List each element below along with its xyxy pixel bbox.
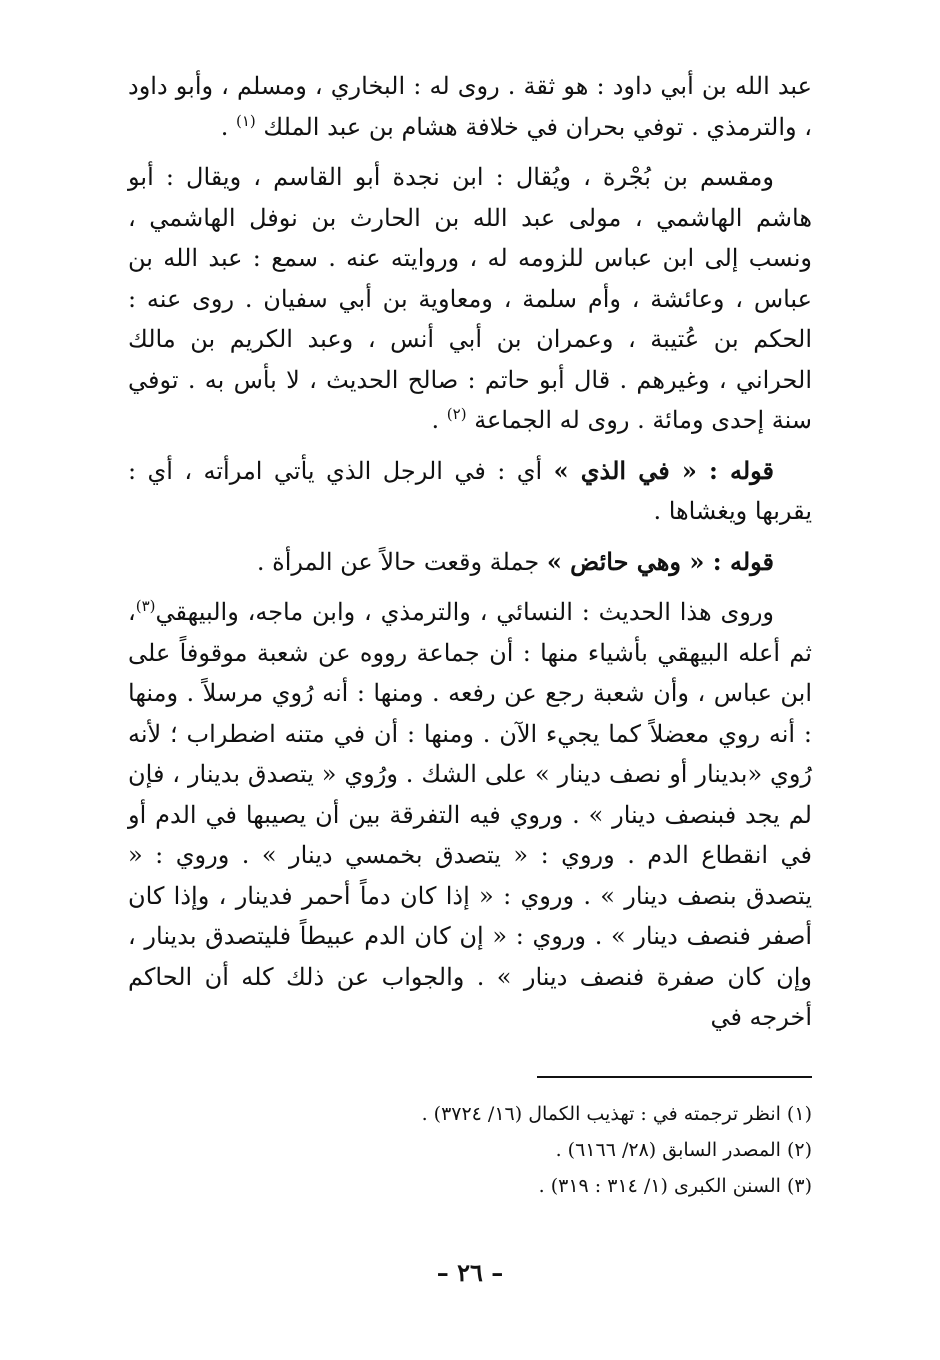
paragraph-5 [128, 592, 812, 1038]
paragraph-3-text: أي : في الرجل الذي يأتي امرأته ، أي : يقربها ويغشاها . [128, 456, 812, 525]
paragraph-5-text-2: ، ثم أعله البيهقي بأشياء منها : أن جماعة رووه عن شعبة موقوفاً على ابن عباس ، وأن شعبة رجع عن رفعه . ومنها : أنه رُوي مرسلاً . ومنها : أنه روي معضلاً كما يجيء الآن . ومنها : أن في متنه اضطراب ؛ لأنه رُوي «بدينار أو نصف دينار » على الشك . ورُوي « يتصدق بدينار ، فإن لم يجد فبنصف دينار » . وروي فيه التفرقة بين أن يصيبها في الدم أو في انقطاع الدم . وروي : « يتصدق بخمسي دينار » . وروي : « يتصدق بنصف دينار » . وروي : « إذا كان دماً أحمر فدينار ، وإذا كان أصفر فنصف دينار » . وروي : « إن كان الدم عبيطاً فليتصدق بدينار ، وإن كان صفرة فنصف دينار » . والجواب عن ذلك كله أن الحاكم أخرجه في [128, 598, 812, 1031]
paragraph-1 [128, 66, 812, 147]
paragraph-3 [128, 451, 812, 532]
paragraph-2-text: ومقسم بن بُجْرة ، ويُقال : ابن نجدة أبو القاسم ، ويقال : أبو هاشم الهاشمي ، مولى عبد الله بن الحارث بن نوفل الهاشمي ، ونسب إلى ابن عباس للزومه له ، وروايته عنه . سمع : عبد الله بن عباس ، وعائشة ، وأم سلمة ، ومعاوية بن أبي سفيان . روى عنه : الحكم بن عُتيبة ، وعمران بن أبي أنس ، وعبد الكريم بن مالك الحراني ، وغيرهم . قال أبو حاتم : صالح الحديث ، لا بأس به . توفي سنة إحدى ومائة . روى له الجماعة [128, 163, 813, 434]
paragraph-2-end: . [431, 406, 447, 434]
paragraph-5-text-1: وروى هذا الحديث : النسائي ، والترمذي ، وابن ماجه، والبيهقي [155, 598, 774, 626]
paragraph-1-end: . [220, 112, 236, 141]
paragraph-1-text: عبد الله بن أبي داود : هو ثقة . روى له : البخاري ، ومسلم ، وأبو داود ، والترمذي . توفي بحران في خلافة هشام بن عبد الملك [128, 72, 812, 141]
footnotes [128, 1096, 812, 1204]
page-number: – ٢٦ – [436, 1258, 504, 1287]
paragraph-4-lead: قوله : « وهي حائض » [546, 546, 774, 576]
paragraph-4 [128, 542, 812, 583]
main-text [128, 66, 812, 1048]
footnote-marker-3: (٣) [135, 597, 156, 615]
footnote-marker-2: (٢) [446, 405, 467, 423]
footnote-marker-1: (١) [236, 111, 256, 130]
footnote-2: (٢) المصدر السابق (٢٨/ ٦١٦٦) . [555, 1139, 812, 1161]
paragraph-4-text: جملة وقعت حالاً عن المرأة . [256, 547, 547, 576]
paragraph-2 [128, 157, 812, 441]
paragraph-3-lead: قوله : « في الذي » [553, 455, 775, 485]
footnote-separator [537, 1076, 812, 1078]
footnote-3: (٣) السنن الكبرى (١/ ٣١٤ : ٣١٩) . [538, 1175, 812, 1197]
footnote-1: (١) انظر ترجمته في : تهذيب الكمال (١٦/ ٣٧٢٤) . [421, 1103, 812, 1125]
